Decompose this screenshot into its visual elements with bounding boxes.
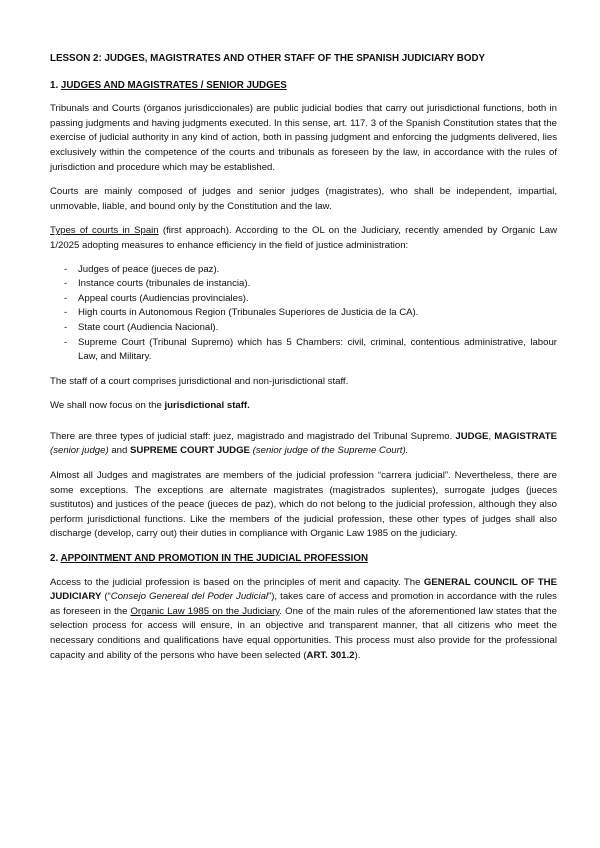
article-reference: ART. 301.2	[306, 649, 355, 661]
access-text-2: ”), takes care of access and promotion in accordance with the rules as foreseen in the	[50, 591, 557, 617]
term-cgpj: Consejo Genereal del Poder Judicial	[110, 591, 269, 603]
list-item: - Supreme Court (Tribunal Supremo) which has 5 Chambers: civil, criminal, contentious administrative, labour Law, and Military.	[64, 336, 557, 365]
access-text-3: . One of the main rules of the aforementioned law states that the selection process for access will ensure, in an objective and transparent manner, that all citizens who meet the necessary conditions and qualifications have equal opportunities. This process must also provide for the professional capacity and ability of the persons who have been selected (	[50, 605, 558, 661]
section-2-title: APPOINTMENT AND PROMOTION IN THE JUDICIAL PROFESSION	[60, 553, 369, 565]
term-general-council: GENERAL COUNCIL OF THE JUDICIARY	[50, 576, 557, 603]
types-of-courts-text: (first approach). According to the OL on the Judiciary, recently amended by Organic Law 1/2025 adopting measures to enhance efficiency in the field of justice administration:	[50, 225, 557, 251]
access-text: Access to the judicial profession is based on the principles of merit and capacity. The	[50, 576, 424, 588]
term-magistrate: MAGISTRATE	[494, 430, 557, 442]
paragraph-exceptions: Almost all Judges and magistrates are members of the judicial profession “carrera judicial”. Nevertheless, there are some exceptions. The exceptions are alternate magistrates (magistrados suplentes), surrogate judges (jueces sustitutos) and justices of the peace (jueces de paz), which do not belong to the judicial profession, although they also perform jurisdictional functions. Like the members of the judicial profession, these other types of judges shall also discharge (develop, carry out) their duties in compliance with Organic Law 1985 on the judiciary.	[50, 470, 557, 540]
list-item: - Judges of peace (jueces de paz).	[64, 263, 557, 278]
paragraph-courts-composition: Courts are mainly composed of judges and senior judges (magistrates), who shall be independent, impartial, unmovable, liable, and bound only by the Constitution and the law.	[50, 186, 557, 212]
list-item: - High courts in Autonomous Region (Tribunales Superiores de Justicia de la CA).	[64, 306, 557, 321]
list-item: - State court (Audiencia Nacional).	[64, 321, 557, 336]
courts-list	[50, 263, 557, 365]
types-of-courts-link[interactable]: Types of courts in Spain	[50, 225, 159, 237]
term-judge: JUDGE	[455, 430, 489, 442]
section-1-number: 1.	[50, 79, 61, 91]
paragraph-access	[50, 576, 557, 664]
term-supreme-court-gloss: (senior judge of the Supreme Court).	[249, 445, 409, 457]
staff-types-text: There are three types of judicial staff: juez, magistrado and magistrado del Tribunal Supremo.	[50, 430, 456, 442]
paragraph-staff: The staff of a court comprises jurisdictional and non-jurisdictional staff.	[50, 375, 349, 387]
paragraph-types-of-courts	[50, 224, 557, 253]
list-item: - Appeal courts (Audiencias provinciales).	[64, 292, 557, 307]
paragraph-tribunals: Tribunals and Courts (órganos jurisdiccionales) are public judicial bodies that carry out jurisdictional functions, both in passing judgments and having judgments executed. In this sense, art. 117. 3 of the Spanish Constitution states that the exercise of judicial authority in any kind of action, both in passing judgment and enforcing the judgments delivered, lies exclusively within the competence of the courts and tribunals as foreseen by the law, in accordance with the rules of jurisdiction and procedure which may be established.	[50, 103, 557, 173]
paragraph-focus	[50, 399, 557, 414]
quote-open: (“	[101, 591, 111, 603]
focus-text: We shall now focus on the	[50, 400, 165, 412]
closing-paren: ).	[354, 649, 361, 661]
list-item: - Instance courts (tribunales de instancia).	[64, 277, 557, 292]
organic-law-link[interactable]: Organic Law 1985 on the Judiciary	[130, 605, 280, 617]
section-1-heading	[50, 79, 557, 94]
term-magistrate-gloss: (senior judge)	[50, 445, 109, 457]
section-1-title: JUDGES AND MAGISTRATES / SENIOR JUDGES	[60, 79, 287, 91]
term-supreme-court-judge: SUPREME COURT JUDGE	[130, 445, 250, 457]
paragraph-judicial-staff-types	[50, 430, 557, 459]
separator: ,	[488, 430, 495, 442]
focus-bold: jurisdictional staff.	[164, 400, 250, 412]
separator: and	[108, 445, 131, 457]
lesson-title: LESSON 2: JUDGES, MAGISTRATES AND OTHER STAFF OF THE SPANISH JUDICIARY BODY	[50, 53, 486, 64]
section-2-number: 2.	[50, 553, 61, 565]
section-2-heading	[50, 552, 557, 567]
